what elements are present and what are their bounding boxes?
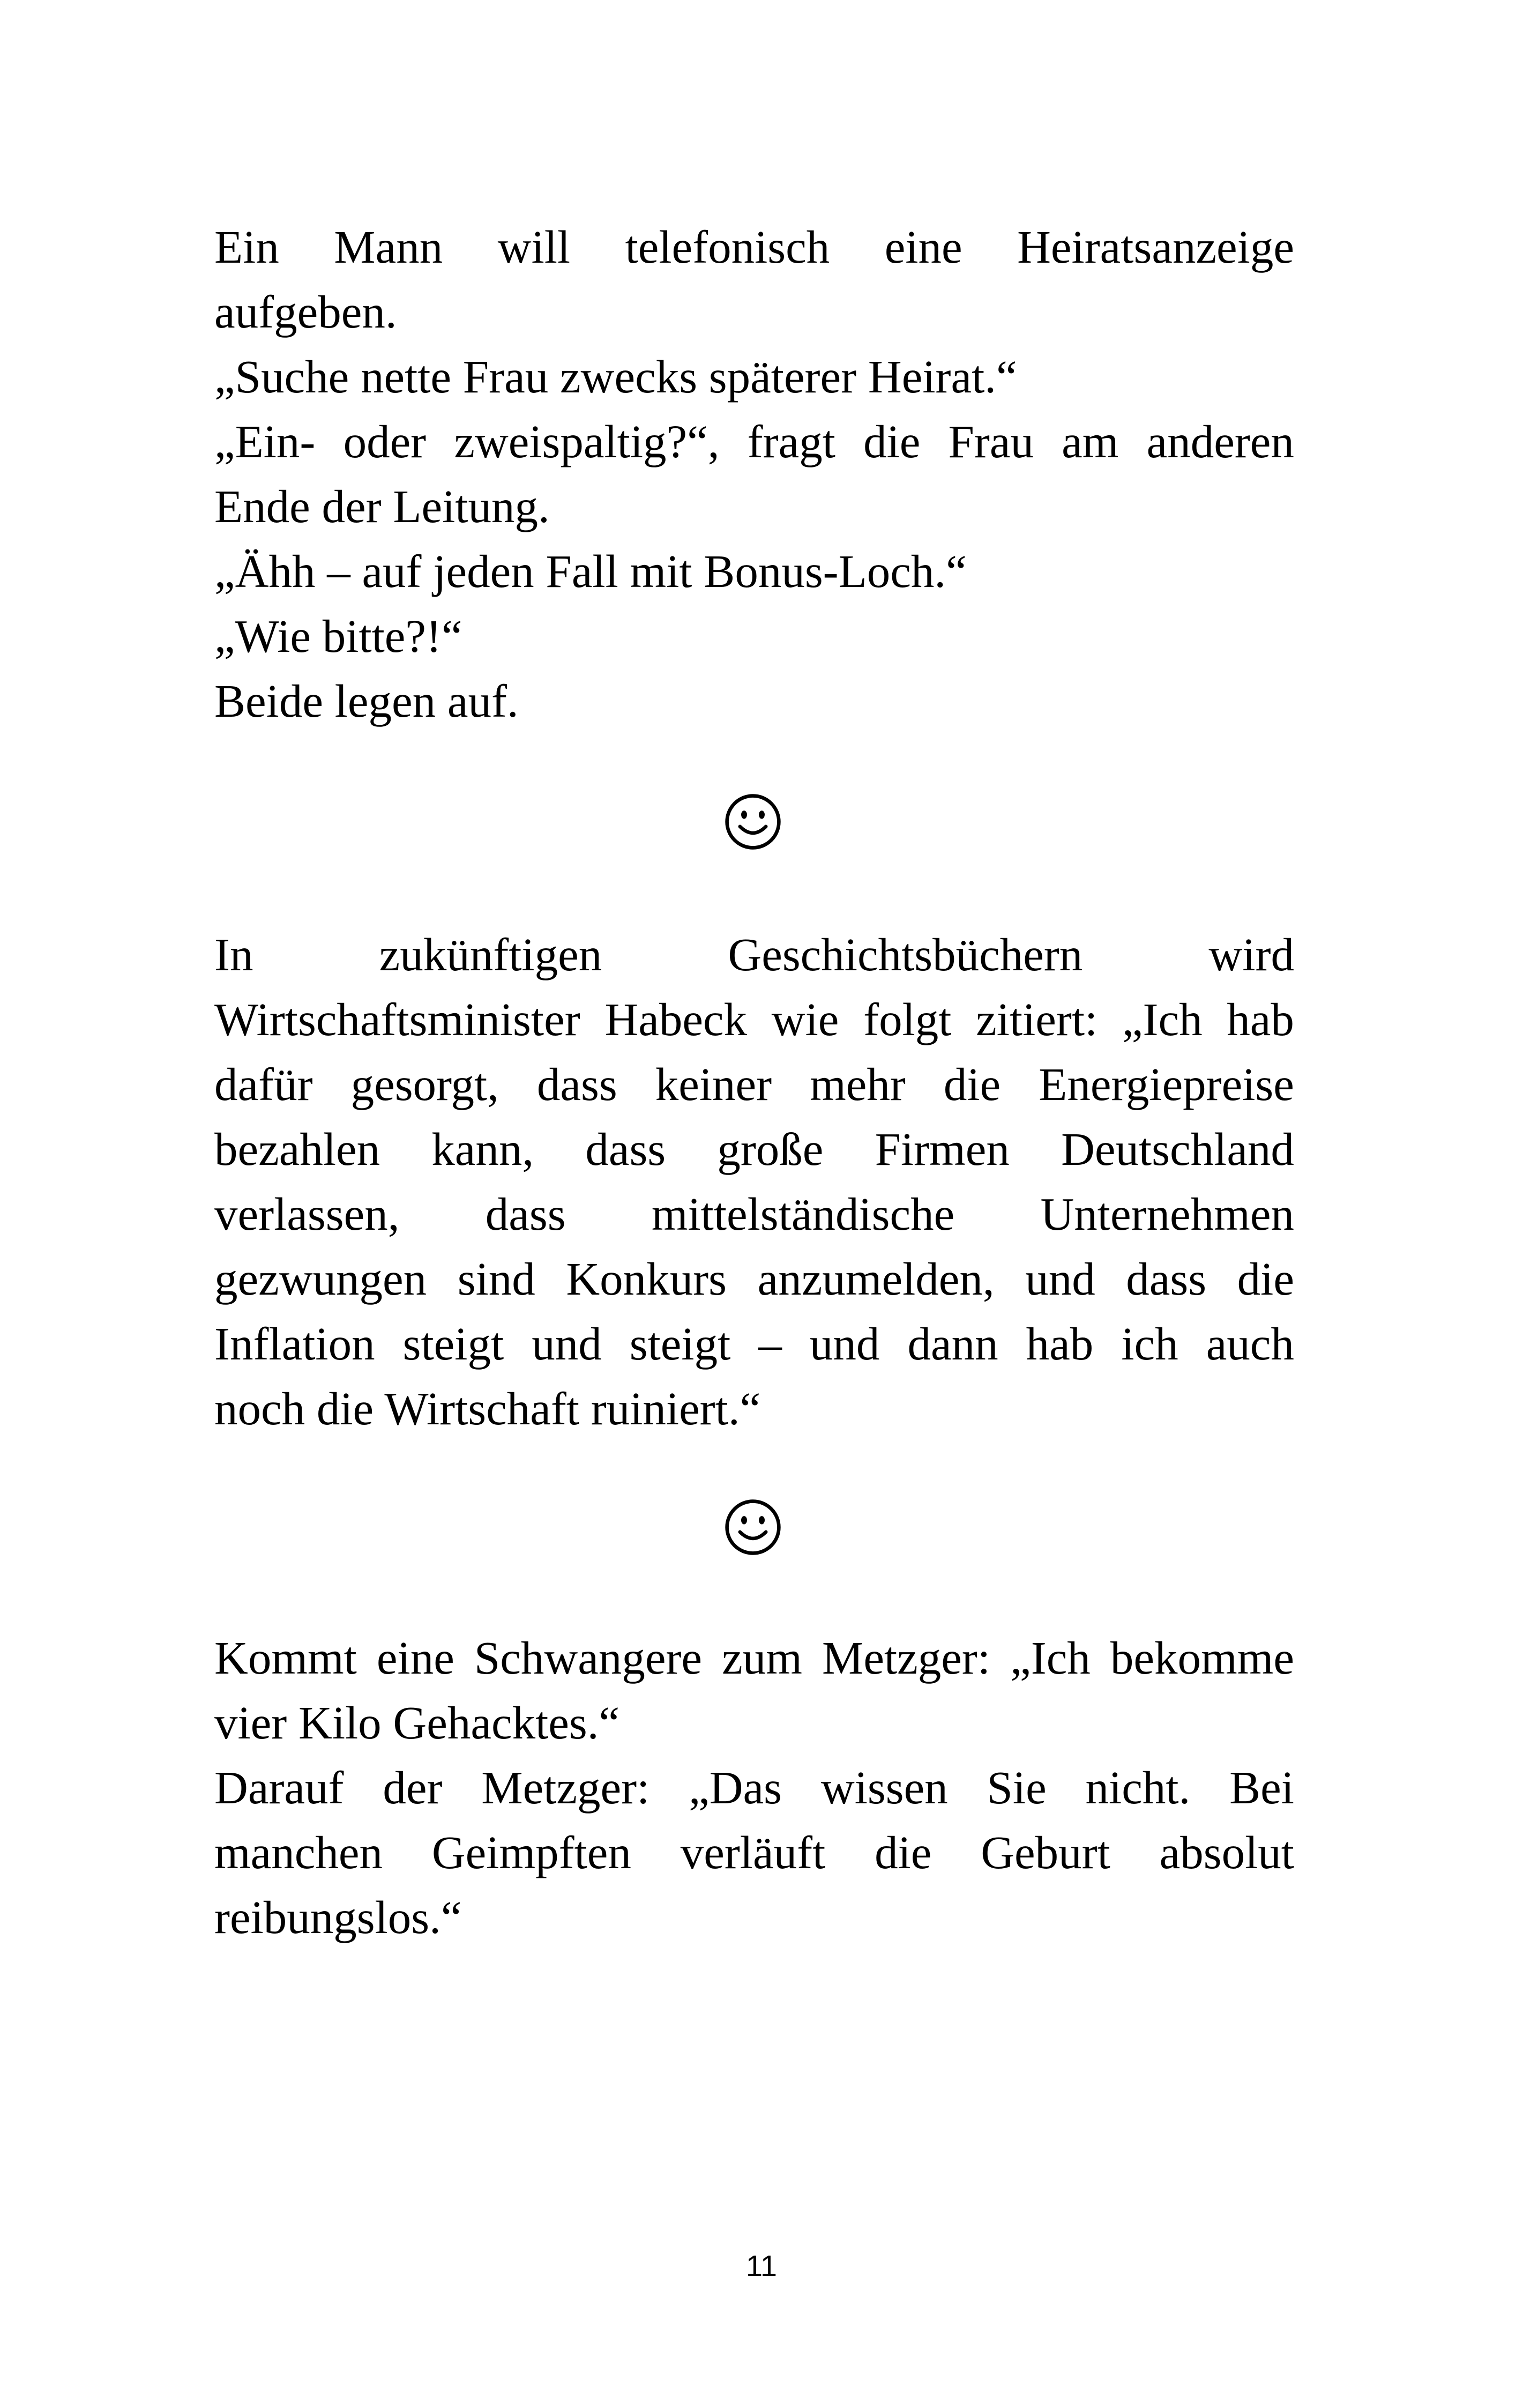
word: und xyxy=(809,1318,880,1370)
word: und xyxy=(1025,1253,1095,1305)
word: In xyxy=(214,928,253,980)
word: zitiert: xyxy=(976,993,1098,1045)
word: sind xyxy=(457,1253,535,1305)
text-line: noch die Wirtschaft ruiniert.“ xyxy=(214,1383,761,1435)
word: die xyxy=(1237,1253,1294,1305)
word: bezahlen xyxy=(214,1123,380,1175)
word: Unternehmen xyxy=(1040,1188,1294,1240)
word: dann xyxy=(907,1318,998,1370)
word: Ein xyxy=(214,221,279,273)
word: eine xyxy=(884,221,962,273)
text-line: „Ähh – auf jeden Fall mit Bonus-Loch.“ xyxy=(214,545,967,597)
word: ich xyxy=(1121,1318,1178,1370)
word: Kommt xyxy=(214,1632,357,1684)
text-line: Ende der Leitung. xyxy=(214,480,550,532)
word: Inflation xyxy=(214,1318,375,1370)
word: telefonisch xyxy=(625,221,830,273)
text-line: aufgeben. xyxy=(214,286,397,338)
page-number: 11 xyxy=(745,2249,778,2283)
word: die xyxy=(875,1826,932,1878)
word: Wirtschaftsminister xyxy=(214,993,580,1045)
word: hab xyxy=(1026,1318,1094,1370)
text-line xyxy=(214,1117,1294,1181)
smiley-icon xyxy=(723,1498,782,1557)
word: dass xyxy=(485,1188,566,1240)
word: folgt xyxy=(863,993,952,1045)
word: Habeck xyxy=(604,993,748,1045)
text-line xyxy=(214,1625,1294,1690)
word: wird xyxy=(1208,928,1294,980)
word: Geburt xyxy=(981,1826,1110,1878)
text-line xyxy=(214,1181,1294,1246)
word: bekomme xyxy=(1110,1632,1294,1684)
word: – xyxy=(758,1318,782,1370)
text-line xyxy=(214,1820,1294,1885)
word: anderen xyxy=(1146,415,1294,467)
word: will xyxy=(497,221,571,273)
word: steigt xyxy=(402,1318,504,1370)
word: mehr xyxy=(810,1058,906,1110)
word: zweispaltig?“, xyxy=(454,415,720,467)
text-line: vier Kilo Gehacktes.“ xyxy=(214,1697,620,1749)
word: Metzger: xyxy=(481,1762,650,1814)
word: Geschichtsbüchern xyxy=(728,928,1083,980)
word: Energiepreise xyxy=(1039,1058,1294,1110)
word: „Ein- xyxy=(214,415,316,467)
word: wissen xyxy=(820,1762,948,1814)
joke-1 xyxy=(214,214,1294,733)
word: Mann xyxy=(334,221,443,273)
word: „Ich xyxy=(1122,993,1203,1045)
word: mittelständische xyxy=(651,1188,955,1240)
word: dass xyxy=(536,1058,617,1110)
text-line xyxy=(214,987,1294,1052)
word: Sie xyxy=(987,1762,1047,1814)
smiley-icon xyxy=(723,792,782,851)
text-line xyxy=(214,922,1294,987)
word: wie xyxy=(771,993,839,1045)
word: kann, xyxy=(431,1123,534,1175)
word: fragt xyxy=(747,415,835,467)
text-line: reibungslos.“ xyxy=(214,1891,462,1943)
word: nicht. xyxy=(1085,1762,1191,1814)
word: Geimpften xyxy=(431,1826,631,1878)
word: dass xyxy=(585,1123,666,1175)
word: der xyxy=(383,1762,443,1814)
word: dass xyxy=(1126,1253,1207,1305)
text-line xyxy=(214,1246,1294,1311)
word: am xyxy=(1062,415,1119,467)
word: Darauf xyxy=(214,1762,344,1814)
word: und xyxy=(532,1318,602,1370)
word: zukünftigen xyxy=(379,928,602,980)
word: Bei xyxy=(1229,1762,1294,1814)
word: auch xyxy=(1206,1318,1294,1370)
word: große xyxy=(717,1123,824,1175)
joke-3 xyxy=(214,1625,1294,1950)
word: hab xyxy=(1227,993,1294,1045)
word: „Das xyxy=(689,1762,782,1814)
word: Firmen xyxy=(875,1123,1010,1175)
word: eine xyxy=(376,1632,454,1684)
word: manchen xyxy=(214,1826,383,1878)
text-line: Beide legen auf. xyxy=(214,675,519,727)
joke-2 xyxy=(214,922,1294,1441)
word: die xyxy=(943,1058,1001,1110)
word: die xyxy=(863,415,921,467)
word: Schwangere xyxy=(474,1632,703,1684)
word: keiner xyxy=(655,1058,772,1110)
text-line xyxy=(214,1311,1294,1376)
word: Frau xyxy=(948,415,1034,467)
word: verläuft xyxy=(680,1826,826,1878)
text-line xyxy=(214,409,1294,474)
word: gesorgt, xyxy=(350,1058,499,1110)
word: verlassen, xyxy=(214,1188,400,1240)
word: oder xyxy=(343,415,427,467)
word: gezwungen xyxy=(214,1253,427,1305)
text-line xyxy=(214,1755,1294,1820)
word: Metzger: xyxy=(822,1632,991,1684)
word: Heiratsanzeige xyxy=(1017,221,1294,273)
word: „Ich xyxy=(1010,1632,1091,1684)
text-line xyxy=(214,1052,1294,1117)
text-line: „Wie bitte?!“ xyxy=(214,610,462,662)
word: steigt xyxy=(629,1318,731,1370)
word: dafür xyxy=(214,1058,313,1110)
word: anzumelden, xyxy=(757,1253,995,1305)
word: Deutschland xyxy=(1061,1123,1294,1175)
text-line: „Suche nette Frau zwecks späterer Heirat.“ xyxy=(214,351,1017,403)
word: absolut xyxy=(1159,1826,1294,1878)
word: zum xyxy=(722,1632,802,1684)
word: Konkurs xyxy=(566,1253,727,1305)
text-line xyxy=(214,214,1294,279)
